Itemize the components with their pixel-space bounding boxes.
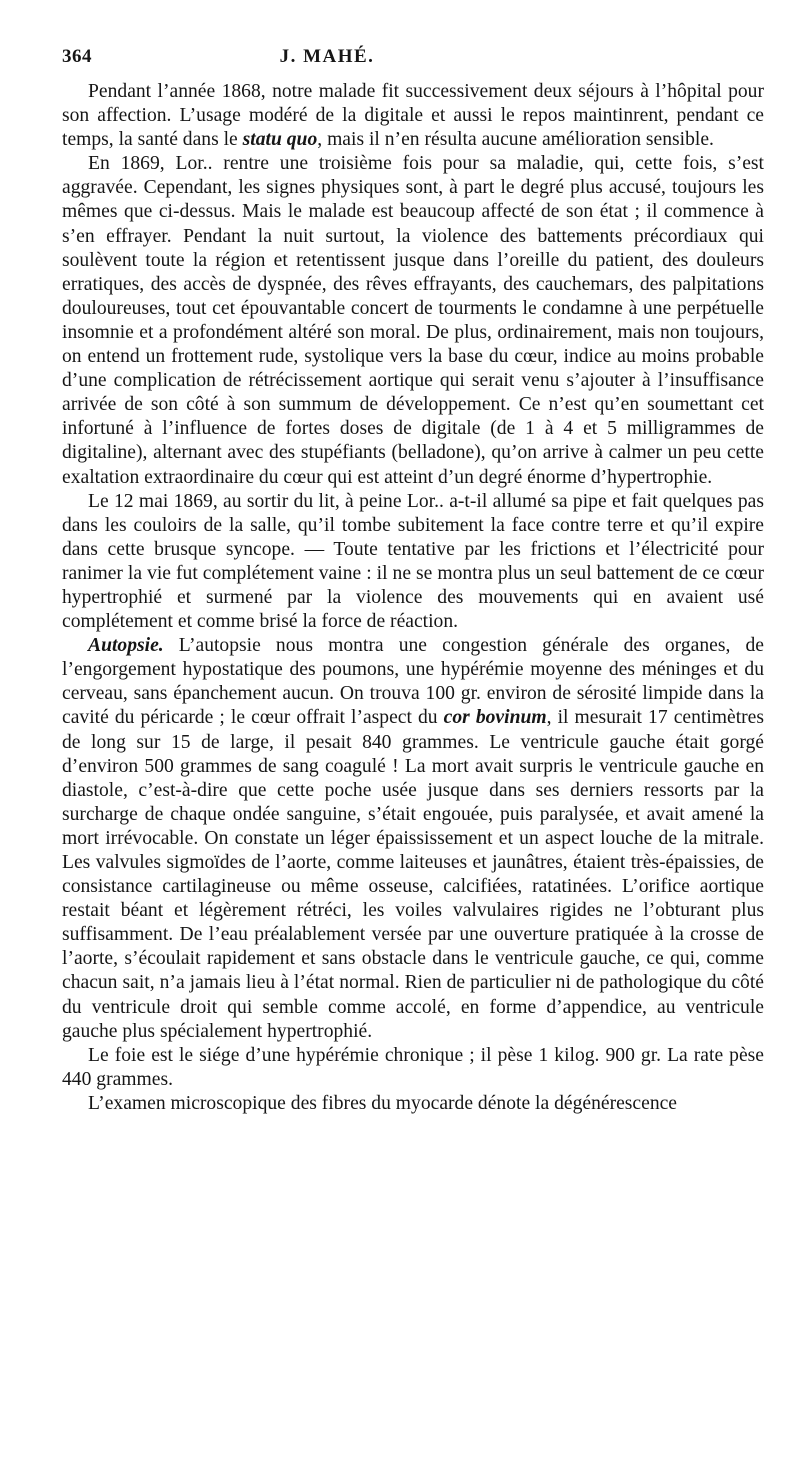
page-header xyxy=(62,46,764,80)
paragraph-1-text-a: Pendant l’année 1868, notre malade fit successivement deux séjours à l’hôpital pour son affection. L’usage modéré de la digitale et aussi le repos maintinrent, pendant ce temps, la santé dans le xyxy=(62,81,764,151)
autopsie-heading: Autopsie. xyxy=(88,635,164,657)
paragraph-4-text-b: , il mesurait 17 centimètres de long sur 15 de large, il pesait 840 grammes. Le ventricule gauche était gorgé d’environ 500 grammes de sang coagulé ! La mort avait surpris le ventricule gauche en diastole, c’est-à-dire que cette poche usée jusque dans ses derniers ressorts par la surcharge de chaque ondée sanguine, s’était engouée, puis paralysée, et avait amené la mort irrévocable. On constate un léger épaississement et un aspect louche de la mitrale. Les valvules sigmoïdes de l’aorte, comme laiteuses et jaunâtres, étaient très-épaissies, de consistance cartilagineuse ou même osseuse, calcifiées, ratatinées. L’orifice aortique restait béant et légèrement rétréci, les voiles valvulaires rigides ne l’obturant plus suffisamment. De l’eau préalablement versée par une ouverture pratiquée à la crosse de l’aorte, s’écoulait rapidement et sans obstacle dans le ventricule gauche, ce qui, comme chacun sait, n’a jamais lieu à l’état normal. Rien de particulier ni de pathologique du côté du ventricule droit qui semble comme accolé, en forme d’appendice, au ventricule gauche plus spécialement hypertrophié. xyxy=(62,707,764,1042)
paragraph-4-text-a: L’autopsie nous montra une congestion générale des organes, de l’engorgement hypostatique des poumons, une hypérémie moyenne des méninges et du cerveau, sans épanchement aucun. On trouva 100 gr. environ de sérosité limpide dans la cavité du péricarde ; le cœur offrait l’aspect du xyxy=(62,635,764,729)
paragraph-1 xyxy=(62,80,764,152)
paragraph-4 xyxy=(62,634,764,1044)
paragraph-1-italic-phrase: statu quo xyxy=(242,129,318,151)
paragraph-1-text-b: , mais il n’en résulta aucune amélioration sensible. xyxy=(317,129,714,151)
paragraph-6: L’examen microscopique des fibres du myocarde dénote la dégénérescence xyxy=(88,1092,678,1114)
paragraph-3: Le 12 mai 1869, au sortir du lit, à peine Lor.. a-t-il allumé sa pipe et fait quelques pas dans les couloirs de la salle, qu’il tombe subitement la face contre terre et qu’il expire dans cette brusque syncope. — Toute tentative par les frictions et l’électricité pour ranimer la vie fut complétement vaine : il ne se montra plus un seul battement de ce cœur hypertrophié et surmené par la violence des mouvements qui en avaient usé complétement et comme brisé la force de réaction. xyxy=(62,490,764,633)
paragraph-5: Le foie est le siége d’une hypérémie chronique ; il pèse 1 kilog. 900 gr. La rate pèse 440 grammes. xyxy=(62,1044,764,1090)
body-text xyxy=(62,80,764,1116)
paragraph-2: En 1869, Lor.. rentre une troisième fois pour sa maladie, qui, cette fois, s’est aggravée. Cependant, les signes physiques sont, à part le degré plus accusé, toujours les mêmes que ci-dessus. Mais le malade est beaucoup affecté de son état ; il commence à s’en effrayer. Pendant la nuit surtout, la violence des battements précordiaux qui soulèvent toute la région et retentissent jusque dans l’oreille du patient, des douleurs erratiques, des accès de dyspnée, des rêves effrayants, des cauchemars, des palpitations douloureuses, tout cet épouvantable concert de tourments le condamne à une perpétuelle insomnie et a profondément altéré son moral. De plus, ordinairement, mais non toujours, on entend un frottement rude, systolique vers la base du cœur, indice au moins probable d’une complication de rétrécissement aortique qui serait venu s’ajouter à l’insuffisance arrivée de son côté à son summum de développement. Ce n’est qu’en soumettant cet infortuné à l’influence de fortes doses de digitale (de 1 à 4 et 5 milligrammes de digitaline), alternant avec des stupéfiants (belladone), qu’on arrive à calmer un peu cette exaltation extraordinaire du cœur qui est atteint d’un degré énorme d’hypertrophie. xyxy=(62,153,764,488)
paragraph-4-italic-phrase: cor bovinum xyxy=(443,707,547,729)
page-number: 364 xyxy=(62,46,92,67)
running-title: J. MAHÉ. xyxy=(279,46,375,67)
